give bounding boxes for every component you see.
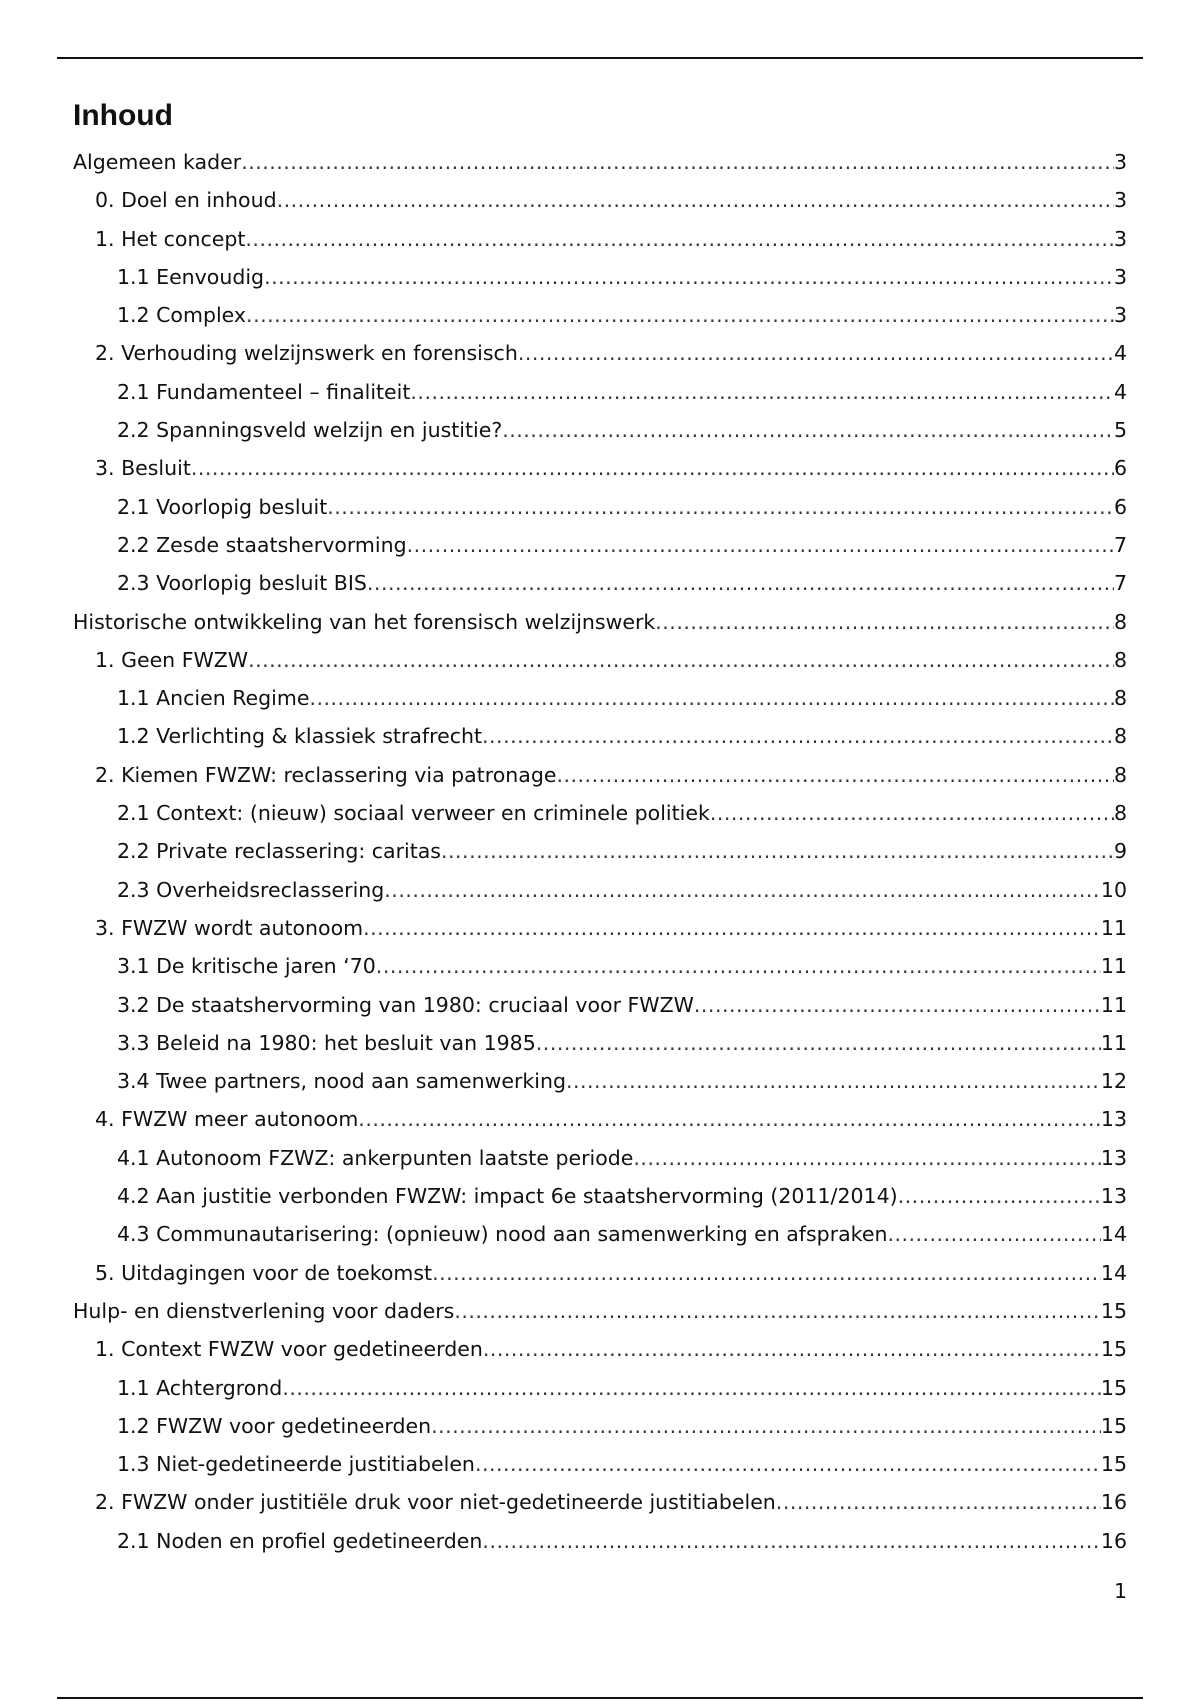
toc-entry[interactable]	[73, 411, 1127, 449]
toc-entry-text: 1.1 Ancien Regime	[117, 686, 310, 711]
toc-dot-leader	[454, 1292, 1101, 1330]
toc-entry[interactable]	[73, 1024, 1127, 1062]
toc-entry-text: 1.1 Achtergrond	[117, 1375, 283, 1400]
toc-entry-page: 14	[1100, 1222, 1127, 1247]
toc-dot-leader	[248, 641, 1114, 679]
toc-entry-text: 1. Het concept	[95, 226, 246, 251]
toc-entry[interactable]	[73, 1483, 1127, 1521]
toc-entry-page: 3	[1113, 264, 1127, 289]
toc-entry-text: Hulp- en dienstverlening voor daders	[73, 1298, 455, 1323]
toc-entry[interactable]	[73, 296, 1127, 334]
toc-entry[interactable]	[73, 488, 1127, 526]
toc-dot-leader	[502, 411, 1114, 449]
toc-entry[interactable]	[73, 1369, 1127, 1407]
toc-entry[interactable]	[73, 909, 1127, 947]
toc-entry-text: 1.2 FWZW voor gedetineerden	[117, 1413, 432, 1438]
toc-entry-page: 7	[1113, 571, 1127, 596]
toc-entry-page: 6	[1113, 494, 1127, 519]
toc-entry-text: 2.1 Context: (nieuw) sociaal verweer en criminele politiek	[117, 801, 710, 826]
toc-entry[interactable]	[73, 334, 1127, 372]
toc-entry-page: 8	[1113, 609, 1127, 634]
toc-dot-leader	[376, 947, 1101, 985]
toc-dot-leader	[410, 373, 1114, 411]
toc-entry-text: 2.2 Zesde staatshervorming	[117, 532, 407, 557]
toc-entry-text: 2.2 Private reclassering: caritas	[117, 839, 441, 864]
toc-entry-page: 15	[1100, 1413, 1127, 1438]
toc-dot-leader	[566, 1062, 1101, 1100]
toc-entry-page: 8	[1113, 762, 1127, 787]
toc-entry-text: 4.3 Communautarisering: (opnieuw) nood aan samenwerking en afspraken	[117, 1222, 888, 1247]
toc-dot-leader	[367, 564, 1114, 602]
toc-entry-text: 2.3 Voorlopig besluit BIS	[117, 571, 367, 596]
toc-entry[interactable]	[73, 258, 1127, 296]
toc-dot-leader	[241, 143, 1114, 181]
toc-dot-leader	[898, 1177, 1101, 1215]
toc-dot-leader	[694, 986, 1101, 1024]
toc-entry-page: 5	[1113, 418, 1127, 443]
toc-entry-text: 2.1 Fundamenteel – finaliteit	[117, 379, 411, 404]
toc-entry-text: Algemeen kader	[73, 150, 242, 174]
toc-entry-page: 15	[1100, 1375, 1127, 1400]
toc-dot-leader	[282, 1369, 1101, 1407]
toc-dot-leader	[358, 1100, 1101, 1138]
toc-entry-text: 3.2 De staatshervorming van 1980: cruciaal voor FWZW	[117, 992, 694, 1017]
toc-entry[interactable]	[73, 1062, 1127, 1100]
toc-dot-leader	[887, 1215, 1100, 1253]
toc-entry-page: 4	[1113, 379, 1127, 404]
toc-entry-page: 13	[1100, 1184, 1127, 1209]
toc-entry[interactable]	[73, 756, 1127, 794]
bottom-rule	[57, 1697, 1143, 1699]
toc-entry-page: 7	[1113, 532, 1127, 557]
toc-entry-text: 2.3 Overheidsreclassering	[117, 877, 385, 902]
toc-entry-text: 4.1 Autonoom FZWZ: ankerpunten laatste periode	[117, 1145, 634, 1170]
toc-entry-text: 3.4 Twee partners, nood aan samenwerking	[117, 1069, 566, 1094]
toc-dot-leader	[776, 1483, 1101, 1521]
toc-entry[interactable]	[73, 373, 1127, 411]
toc-entry[interactable]	[73, 1100, 1127, 1138]
toc-entry-text: 1.3 Niet-gedetineerde justitiabelen	[117, 1452, 475, 1477]
toc-dot-leader	[475, 1445, 1101, 1483]
toc-dot-leader	[431, 1407, 1101, 1445]
toc-entry[interactable]	[73, 1139, 1127, 1177]
toc-dot-leader	[482, 1522, 1100, 1560]
toc-entry-text: 1.2 Verlichting & klassiek strafrecht	[117, 724, 483, 749]
toc-entry-page: 3	[1113, 188, 1127, 213]
toc-entry-page: 16	[1100, 1528, 1127, 1553]
toc-entry-page: 8	[1113, 724, 1127, 749]
toc-entry-page: 13	[1100, 1107, 1127, 1132]
toc-entry-page: 8	[1113, 647, 1127, 672]
toc-entry-page: 15	[1100, 1337, 1127, 1362]
toc-entry-page: 3	[1113, 150, 1127, 174]
toc-entry-page: 14	[1100, 1260, 1127, 1285]
toc-entry-page: 3	[1113, 226, 1127, 251]
toc-entry[interactable]	[73, 1177, 1127, 1215]
toc-entry-page: 16	[1100, 1490, 1127, 1515]
toc-entry-text: 1.2 Complex	[117, 303, 247, 328]
toc-dot-leader	[277, 181, 1114, 219]
toc-entry[interactable]	[73, 526, 1127, 564]
toc-entry[interactable]	[73, 1254, 1127, 1292]
toc-entry-page: 15	[1100, 1298, 1127, 1323]
toc-entry-page: 8	[1113, 686, 1127, 711]
toc-dot-leader	[432, 1254, 1101, 1292]
toc-entry[interactable]	[73, 717, 1127, 755]
toc-dot-leader	[482, 717, 1114, 755]
toc-entry[interactable]	[73, 603, 1127, 641]
page-number: 1	[1113, 1579, 1127, 1603]
toc-entry[interactable]	[73, 679, 1127, 717]
toc-entry[interactable]	[73, 947, 1127, 985]
toc-entry-page: 13	[1100, 1145, 1127, 1170]
toc-entry-page: 9	[1113, 839, 1127, 864]
toc-dot-leader	[246, 296, 1114, 334]
toc-entry-page: 4	[1113, 341, 1127, 366]
toc-entry[interactable]	[73, 871, 1127, 909]
toc-entry-text: 2.1 Voorlopig besluit	[117, 494, 328, 519]
toc-entry-text: 2.1 Noden en profiel gedetineerden	[117, 1528, 483, 1553]
toc-entry-page: 12	[1100, 1069, 1127, 1094]
toc-dot-leader	[245, 220, 1114, 258]
toc-entry-text: 3. FWZW wordt autonoom	[95, 915, 364, 940]
toc-dot-leader	[556, 756, 1113, 794]
toc-dot-leader	[441, 832, 1114, 870]
toc-entry[interactable]	[73, 1292, 1127, 1330]
toc-entry-text: 2. Verhouding welzijnswerk en forensisch	[95, 341, 518, 366]
toc-entry-text: 2. FWZW onder justitiële druk voor niet-gedetineerde justitiabelen	[95, 1490, 776, 1515]
toc-entry-text: 3.1 De kritische jaren ‘70	[117, 954, 376, 979]
toc-dot-leader	[633, 1139, 1101, 1177]
toc-dot-leader	[191, 449, 1114, 487]
toc-title: Inhoud	[73, 99, 173, 132]
toc-entry-text: Historische ontwikkeling van het forensisch welzijnswerk	[73, 609, 656, 634]
toc-dot-leader	[655, 603, 1114, 641]
toc-dot-leader	[407, 526, 1114, 564]
toc-entry-page: 15	[1100, 1452, 1127, 1477]
toc-entry[interactable]	[73, 449, 1127, 487]
toc-entry-page: 11	[1100, 915, 1127, 940]
toc-dot-leader	[327, 488, 1114, 526]
toc-entry-text: 3. Besluit	[95, 456, 191, 481]
toc-entry[interactable]	[73, 181, 1127, 219]
toc-entry-text: 3.3 Beleid na 1980: het besluit van 1985	[117, 1030, 536, 1055]
toc-dot-leader	[518, 334, 1114, 372]
toc-dot-leader	[309, 679, 1114, 717]
toc-entry[interactable]	[73, 1407, 1127, 1445]
toc-dot-leader	[264, 258, 1114, 296]
toc-entry-page: 10	[1100, 877, 1127, 902]
toc-entry-text: 2. Kiemen FWZW: reclassering via patronage	[95, 762, 557, 787]
toc-entry[interactable]	[73, 641, 1127, 679]
toc-entry[interactable]	[73, 1522, 1127, 1560]
toc-entry[interactable]	[73, 832, 1127, 870]
toc-entry-text: 5. Uitdagingen voor de toekomst	[95, 1260, 433, 1285]
toc-entry[interactable]	[73, 564, 1127, 602]
toc-entry[interactable]	[73, 794, 1127, 832]
toc-entry-page: 8	[1113, 801, 1127, 826]
toc-entry[interactable]	[73, 220, 1127, 258]
toc-entry-text: 0. Doel en inhoud	[95, 188, 277, 213]
toc-dot-leader	[384, 871, 1101, 909]
toc-entry-text: 4.2 Aan justitie verbonden FWZW: impact 6e staatshervorming (2011/2014)	[117, 1184, 898, 1209]
toc-entry[interactable]	[73, 1215, 1127, 1253]
toc-dot-leader	[536, 1024, 1101, 1062]
toc-entry[interactable]	[73, 1330, 1127, 1368]
toc-entry-text: 1.1 Eenvoudig	[117, 264, 265, 289]
toc-entry-page: 11	[1100, 992, 1127, 1017]
toc-dot-leader	[363, 909, 1101, 947]
toc-entry-page: 11	[1100, 1030, 1127, 1055]
toc-entry-text: 1. Geen FWZW	[95, 647, 249, 672]
toc-entry[interactable]	[73, 986, 1127, 1024]
toc-entry[interactable]	[73, 143, 1127, 181]
toc-entry-text: 2.2 Spanningsveld welzijn en justitie?	[117, 418, 503, 443]
toc-dot-leader	[710, 794, 1114, 832]
toc-dot-leader	[483, 1330, 1101, 1368]
toc-entry-page: 6	[1113, 456, 1127, 481]
table-of-contents	[73, 143, 1127, 1560]
toc-entry-text: 4. FWZW meer autonoom	[95, 1107, 359, 1132]
top-rule	[57, 57, 1143, 59]
toc-entry[interactable]	[73, 1445, 1127, 1483]
toc-entry-text: 1. Context FWZW voor gedetineerden	[95, 1337, 483, 1362]
toc-entry-page: 3	[1113, 303, 1127, 328]
toc-entry-page: 11	[1100, 954, 1127, 979]
